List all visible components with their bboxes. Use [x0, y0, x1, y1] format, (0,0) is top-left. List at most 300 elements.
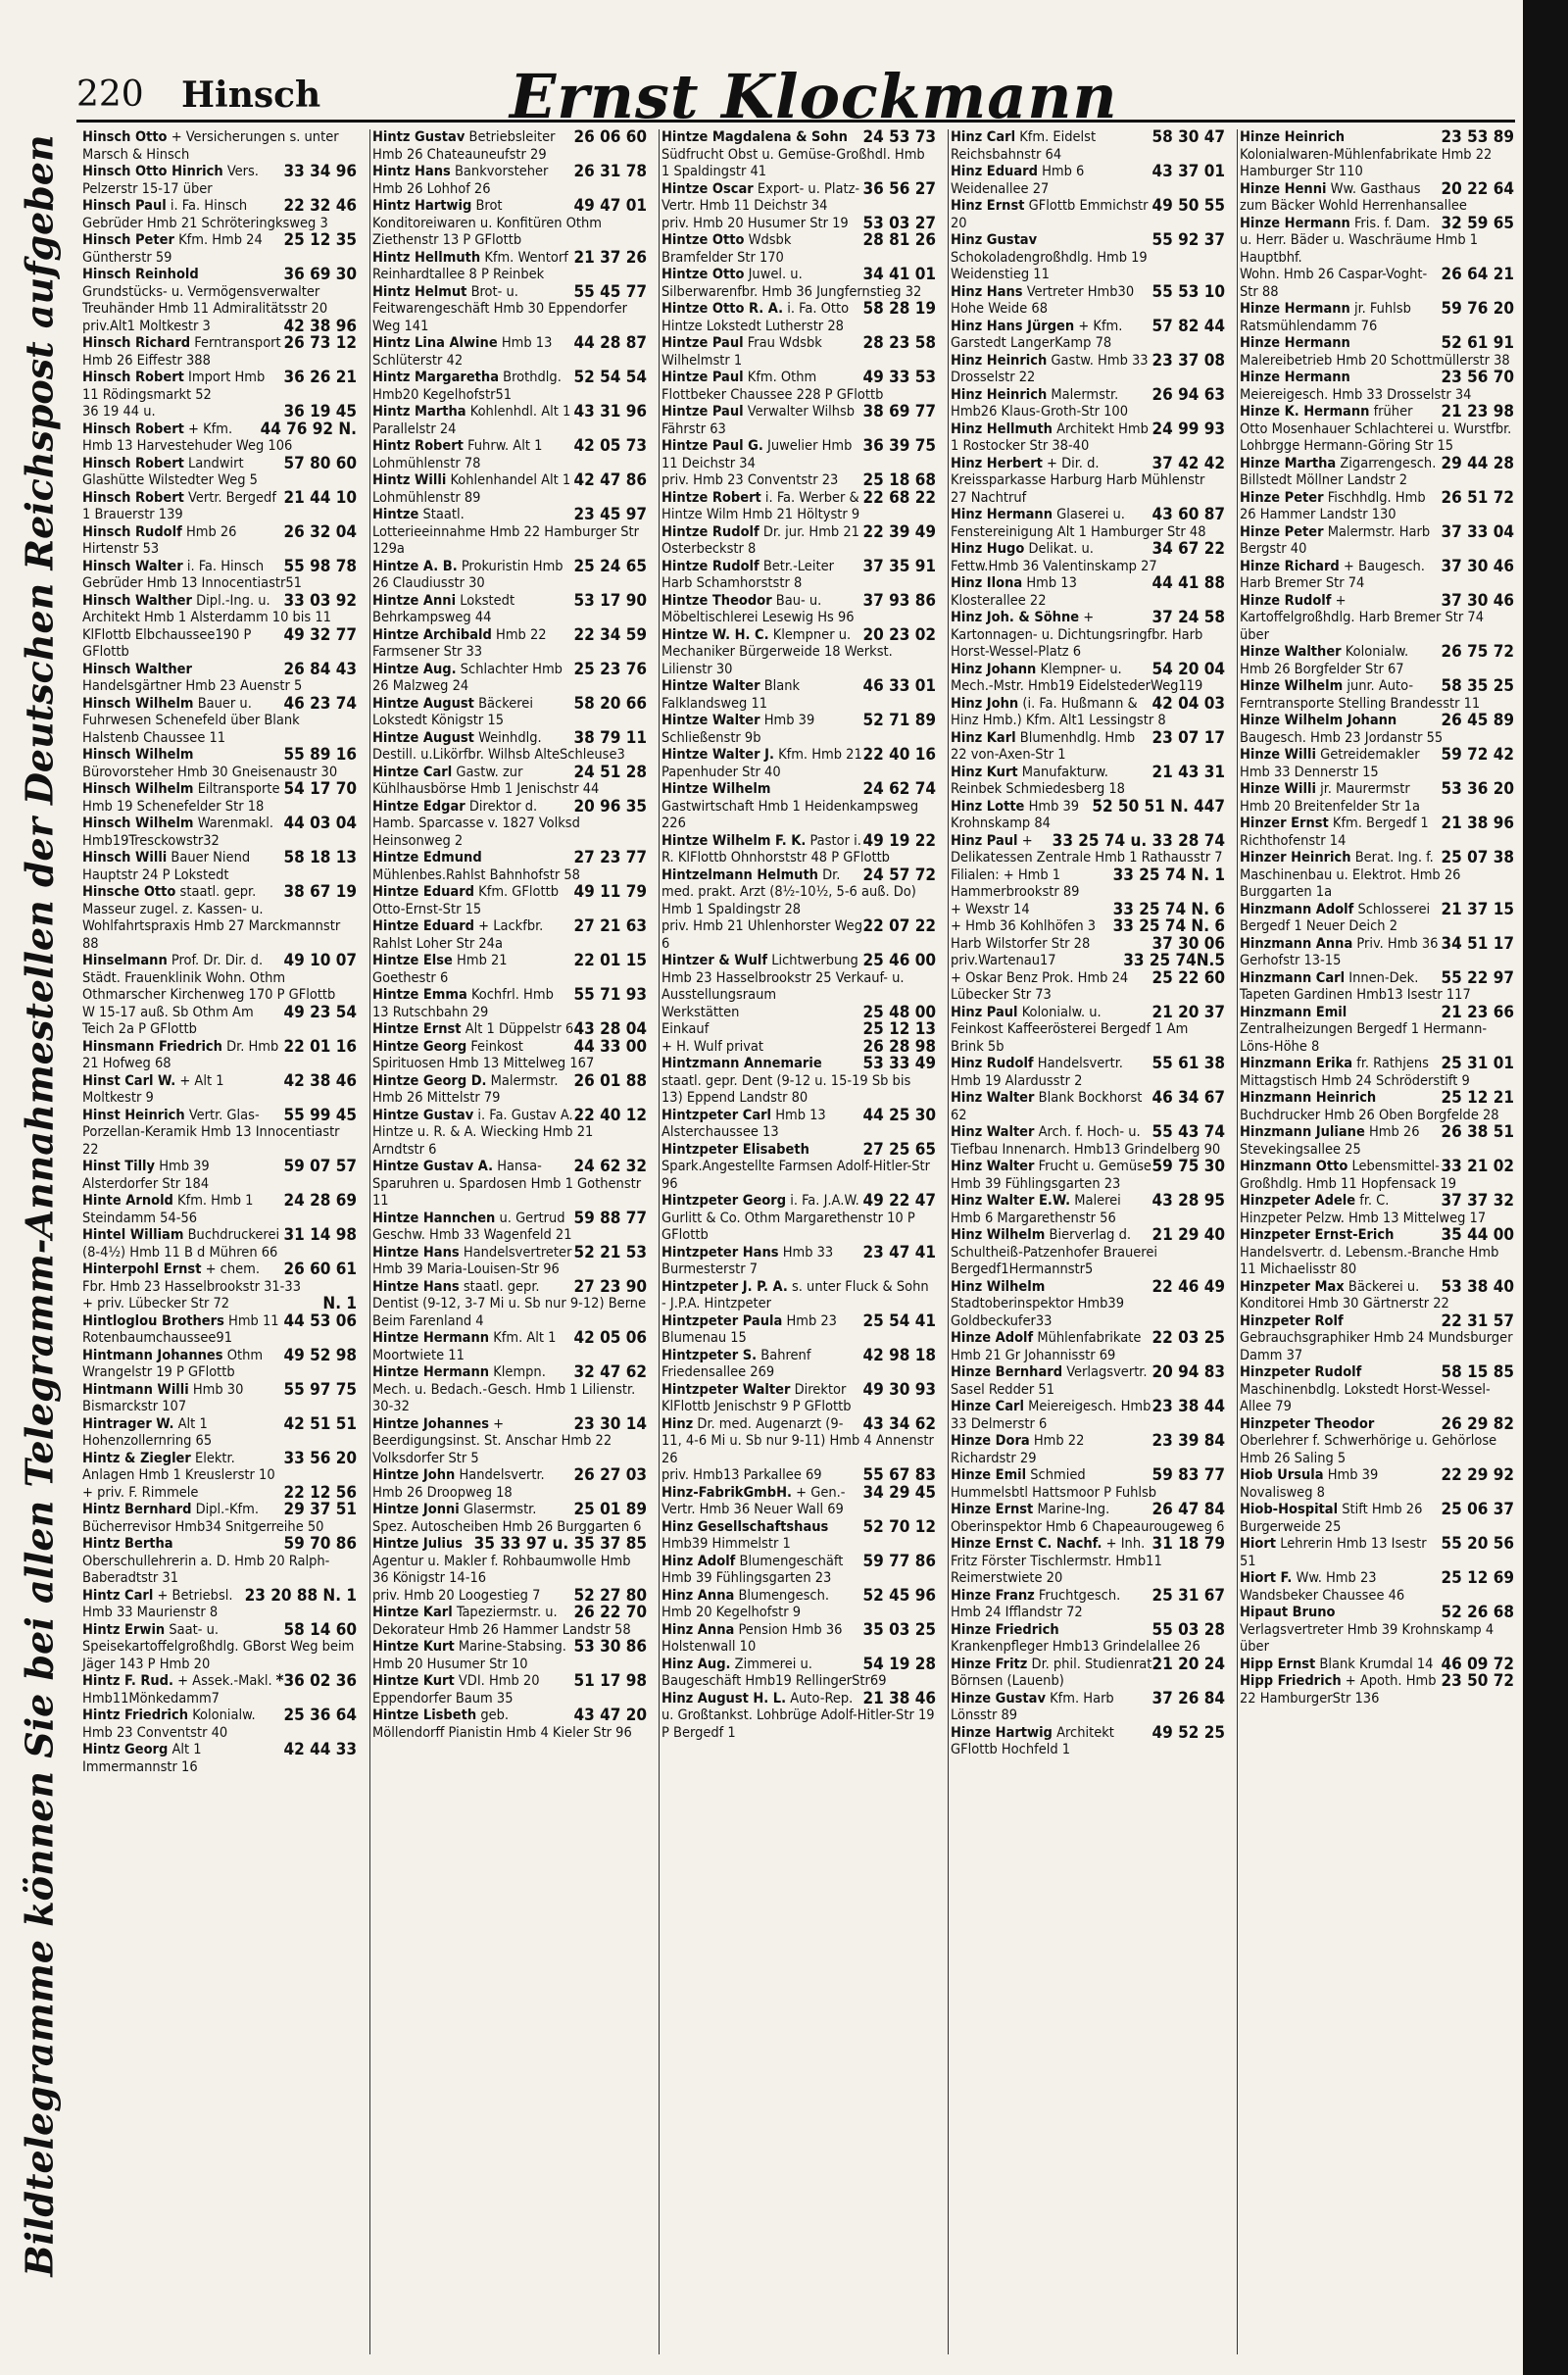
entry-name: Hintz Lina Alwine	[372, 335, 498, 351]
directory-entry	[80, 1262, 359, 1296]
entry-phone: 58 35 25	[1441, 676, 1514, 696]
entry-name: Hinzmann Adolf	[1240, 901, 1354, 917]
entry-details: junr. Auto-Ferntransporte Stelling Brandesstr 11	[1240, 678, 1481, 712]
directory-entry	[949, 867, 1227, 902]
entry-name: Hinze Heinrich	[1240, 129, 1346, 145]
entry-details: Bankvorsteher Hmb 26 Lohhof 26	[372, 164, 549, 197]
entry-details: Bauer Niend Hauptstr 24 P Lokstedt	[82, 850, 251, 883]
directory-entry	[80, 1227, 359, 1262]
directory-entry	[1238, 713, 1516, 747]
entry-details: + Lackfbr. Rahlst Loher Str 24a	[372, 918, 544, 952]
directory-entry	[370, 1208, 649, 1245]
directory-entry	[370, 1536, 649, 1588]
directory-entry	[949, 507, 1227, 541]
entry-details: Kfm. Harb Lönsstr 89	[951, 1690, 1114, 1723]
entry-name: Hinzer Heinrich	[1240, 850, 1351, 866]
entry-details: Dr. jur. Hmb 21 Osterbeckstr 8	[662, 523, 859, 557]
entry-name: Hintzpeter Walter	[662, 1381, 791, 1398]
entry-phone: 59 75 30	[1152, 1157, 1225, 1176]
directory-entry	[660, 370, 938, 404]
entry-name: Hinz Gesellschaftshaus	[662, 1518, 829, 1535]
entry-name: Hinsch Walther	[82, 661, 192, 677]
entry-phone: 58 30 47	[1152, 129, 1225, 147]
entry-details: Pastor i. R. KlFlottb Ohnhorststr 48 P GFlottb	[662, 832, 890, 866]
entry-details: Zentralheizungen Bergedf 1 Hermann-Löns-Höhe 8	[1240, 1021, 1488, 1055]
entry-phone: 20 96 35	[573, 796, 647, 816]
directory-entry	[370, 1707, 649, 1742]
entry-details: W 15-17 auß. Sb Othm Am Teich 2a P GFlottb	[82, 1004, 254, 1037]
directory-entry	[660, 830, 938, 867]
directory-entry	[80, 521, 359, 559]
directory-entry	[80, 850, 359, 884]
entry-name: Hintze Carl	[372, 764, 453, 780]
entry-name: Hintze Robert	[662, 489, 761, 506]
directory-entry	[370, 762, 649, 799]
entry-details: Hmb 39 Krohnskamp 84	[951, 798, 1080, 831]
directory-entry	[1238, 1276, 1516, 1313]
directory-entry	[660, 1105, 938, 1142]
directory-entry	[660, 953, 938, 1005]
entry-name: Hinze Wilhelm	[1240, 678, 1344, 694]
entry-details: Pension Hmb 36 Holstenwall 10	[662, 1621, 843, 1655]
entry-phone: 37 30 06	[1152, 933, 1225, 954]
directory-entry	[1238, 1536, 1516, 1570]
entry-phone: 23 07 17	[1152, 727, 1225, 748]
directory-entry	[949, 384, 1227, 421]
entry-phone: 26 27 03	[573, 1465, 647, 1485]
entry-phone: 55 89 16	[283, 745, 357, 765]
entry-details: Hmb 33 Burmesterstr 7	[662, 1244, 834, 1277]
entry-details: jr. Maurermstr Hmb 20 Breitenfelder Str 1a	[1240, 781, 1420, 815]
entry-name: Hinze Adolf	[951, 1330, 1034, 1346]
directory-entry	[1238, 781, 1516, 816]
directory-entry	[1238, 1467, 1516, 1502]
directory-entry	[1238, 1313, 1516, 1365]
directory-entry	[949, 610, 1227, 662]
entry-details: Kfm. Alt 1 Moortwiete 11	[372, 1330, 557, 1363]
entry-name: Hinze Hermann	[1240, 335, 1350, 351]
entry-phone: 37 30 46	[1441, 590, 1514, 611]
entry-details: + H. Wulf privat	[662, 1038, 764, 1055]
entry-details: Bürovorsteher Hmb 30 Gneisenaustr 30	[82, 764, 338, 780]
directory-entry	[660, 1242, 938, 1279]
directory-entry	[660, 438, 938, 472]
entry-phone: 42 44 33	[283, 1740, 357, 1759]
directory-entry	[660, 713, 938, 747]
entry-details: priv.Wartenau17	[951, 953, 1056, 968]
directory-entry	[80, 590, 359, 627]
entry-phone: 52 71 89	[862, 711, 936, 730]
entry-name: Hinsch Richard	[82, 335, 191, 351]
entry-phone: 33 25 74 N. 1	[1112, 865, 1225, 885]
entry-phone: 54 17 70	[283, 779, 357, 799]
entry-name: Hinze Franz	[951, 1587, 1035, 1604]
directory-column	[948, 129, 1227, 2354]
entry-name: Hinze Hartwig	[951, 1724, 1053, 1741]
entry-name: Hintze Archibald	[372, 626, 492, 643]
entry-phone: 55 71 93	[573, 985, 647, 1005]
entry-phone: 37 35 91	[862, 556, 936, 576]
entry-name: Hintzpeter Elisabeth	[662, 1141, 809, 1158]
entry-phone: 22 07 22	[862, 916, 936, 936]
entry-phone: 22 03 25	[1152, 1328, 1225, 1348]
directory-entry	[949, 727, 1227, 765]
entry-details: Glasermstr. Spez. Autoscheiben Hmb 26 Burggarten 6	[372, 1502, 642, 1535]
directory-entry	[660, 178, 938, 216]
entry-phone: 55 67 83	[862, 1465, 936, 1485]
entry-name: Hinze Ernst	[951, 1502, 1034, 1517]
entry-phone: 57 80 60	[283, 453, 357, 473]
entry-phone: 53 38 40	[1441, 1276, 1514, 1297]
directory-entry	[949, 1002, 1227, 1057]
entry-details: Schlosserei Bergedf 1 Neuer Deich 2	[1240, 901, 1431, 934]
entry-phone: 49 52 98	[283, 1345, 357, 1365]
directory-entry	[660, 1379, 938, 1416]
entry-details: Meiereigesch. Hmb 33 Drosselstr 34	[1240, 386, 1472, 403]
directory-entry	[80, 781, 359, 816]
entry-name: Hinz John	[951, 695, 1019, 712]
entry-details: + priv. Lübecker Str 72	[82, 1296, 230, 1311]
directory-entry	[949, 1227, 1227, 1279]
entry-name: Hinze Bernhard	[951, 1364, 1063, 1380]
directory-entry	[80, 370, 359, 404]
entry-details: Bauer u. Fuhrwesen Schenefeld über Blank Halstenb Chaussee 11	[82, 695, 300, 746]
entry-details: Architekt GFlottb Hochfeld 1	[951, 1724, 1114, 1757]
entry-phone: 25 36 64	[283, 1706, 357, 1725]
entry-name: Hintloglou Brothers	[82, 1312, 224, 1329]
entry-phone: 25 31 01	[1441, 1054, 1514, 1073]
entry-details: Innen-Dek. Tapeten Gardinen Hmb13 Isestr 117	[1240, 969, 1471, 1003]
entry-details: Südfrucht Obst u. Gemüse-Großhdl. Hmb 1 Spaldingstr 41	[662, 146, 925, 179]
directory-entry	[949, 918, 1227, 936]
entry-name: Hintze Anni	[372, 592, 457, 609]
entry-name: Hinzer Ernst	[1240, 816, 1329, 831]
entry-details: staatl. gepr. Dentist (9-12, 3-7 Mi u. Sb nur 9-12) Berne Beim Farenland 4	[372, 1278, 647, 1329]
entry-details: Buchdruckerei (8-4½) Hmb 11 B d Mühren 66	[82, 1227, 280, 1261]
entry-details: + Dir. d. Kreissparkasse Harburg Harb Mühlenstr 27 Nachtruf	[951, 455, 1205, 506]
entry-phone: 49 30 93	[862, 1379, 936, 1400]
sidebar-advert-text: Bildtelegramme können Sie bei allen Telegramm-Annahmestellen der Deutschen Reichspost aufgeben	[17, 134, 62, 2277]
entry-details: Manufakturw. Reinbek Schmiedesberg 18	[951, 764, 1125, 797]
entry-name: Hintz & Ziegler	[82, 1450, 191, 1466]
entry-name: Hinsch Wilhelm	[82, 695, 194, 712]
entry-phone: 25 07 38	[1441, 848, 1514, 867]
directory-entry	[1238, 404, 1516, 456]
entry-details: Hmb 21 Goethestr 6	[372, 953, 508, 986]
directory-entry	[1238, 1090, 1516, 1124]
entry-details: Harb Wilstorfer Str 28	[951, 935, 1091, 952]
directory-entry	[370, 164, 649, 198]
entry-name: Hintze Johannes	[372, 1415, 489, 1432]
entry-details: Blank Bockhorst 62	[951, 1090, 1143, 1123]
entry-details: + Kfm. Hmb 13 Harvestehuder Weg 106	[82, 421, 293, 454]
entry-details: Filialen: + Hmb 1 Hammerbrookstr 89	[951, 866, 1080, 900]
directory-entry	[1238, 1124, 1516, 1159]
directory-entry	[660, 624, 938, 679]
entry-name: Hintze Otto R. A.	[662, 301, 784, 317]
entry-name: Hintze Edgar	[372, 798, 466, 815]
entry-phone: 43 47 20	[573, 1706, 647, 1725]
directory-entry	[660, 1193, 938, 1245]
directory-entry	[660, 918, 938, 953]
directory-entry	[370, 247, 649, 284]
entry-name: Hintze Oscar	[662, 180, 754, 197]
entry-phone: 23 45 97	[573, 505, 647, 524]
entry-name: Hintzpeter S.	[662, 1347, 758, 1363]
entry-details: priv. Hmb13 Parkallee 69	[662, 1467, 822, 1483]
directory-entry	[80, 556, 359, 593]
entry-details: Mühlenbes.Rahlst Bahnhofstr 58	[372, 866, 580, 883]
entry-phone: 58 15 85	[1441, 1362, 1514, 1382]
entry-phone: 24 62 32	[573, 1157, 647, 1176]
entry-name: Hinze Walther	[1240, 644, 1342, 660]
directory-entry	[660, 590, 938, 627]
entry-phone: 55 97 75	[283, 1379, 357, 1400]
directory-entry	[949, 1193, 1227, 1227]
entry-details: Oberlehrer f. Schwerhörige u. Gehörlose Hmb 26 Saling 5	[1240, 1433, 1497, 1466]
entry-phone: 22 40 12	[573, 1105, 647, 1125]
directory-entry	[80, 1193, 359, 1227]
entry-details: Lebensmittel-Großhdlg. Hmb 11 Hopfensack 19	[1240, 1159, 1456, 1192]
entry-details: Blumengesch. Hmb 20 Kegelhofstr 9	[662, 1587, 829, 1620]
entry-name: Hinz Hans Jürgen	[951, 318, 1075, 334]
directory-entry	[1238, 1193, 1516, 1227]
entry-phone: 33 25 74 N. 6	[1112, 899, 1225, 919]
directory-entry	[370, 507, 649, 559]
entry-phone: 25 12 69	[1441, 1568, 1514, 1588]
entry-phone: 46 34 67	[1152, 1088, 1225, 1108]
entry-phone: 37 30 46	[1441, 556, 1514, 576]
directory-entry	[949, 1502, 1227, 1536]
directory-entry	[1238, 1413, 1516, 1468]
entry-phone: 42 38 96	[283, 316, 357, 336]
entry-details: Dipl.-Kfm. Bücherrevisor Hmb34 Snitgerreihe 50	[82, 1502, 324, 1535]
entry-name: Hinz Paul	[951, 1004, 1018, 1020]
directory-entry	[949, 198, 1227, 232]
entry-phone: 23 20 88 N. 1	[244, 1585, 357, 1606]
entry-details: Handelsvertr. Hmb 19 Alardusstr 2	[951, 1056, 1123, 1089]
directory-entry	[1238, 267, 1516, 301]
page-edge	[1523, 0, 1568, 2375]
directory-entry	[80, 232, 359, 267]
entry-phone: 25 48 00	[862, 1002, 936, 1022]
directory-entry	[1238, 1002, 1516, 1057]
entry-details: Kfm. Hmb 24 Güntherstr 59	[82, 232, 263, 266]
directory-entry	[370, 1070, 649, 1108]
entry-details: Prokuristin Hmb 26 Claudiusstr 30	[372, 558, 564, 591]
entry-details: + Apoth. Hmb 22 HamburgerStr 136	[1240, 1673, 1437, 1707]
directory-entry	[1238, 1056, 1516, 1090]
entry-details: jr. Fuhlsb Ratsmühlendamm 76	[1240, 301, 1411, 334]
entry-details: Berat. Ing. f. Maschinenbau u. Elektrot. Hmb 26 Burggarten 1a	[1240, 850, 1461, 900]
entry-phone: 24 51 28	[573, 762, 647, 782]
entry-name: Hinze Peter	[1240, 523, 1324, 540]
directory-entry	[949, 762, 1227, 799]
directory-entry	[660, 1516, 938, 1554]
entry-name: Hinzpeter Rolf	[1240, 1312, 1344, 1329]
entry-details: Kolonialw. Hmb 23 Conventstr 40	[82, 1707, 256, 1741]
entry-name: Hintze Rudolf	[662, 558, 760, 574]
entry-details: + Betriebsl. Hmb 33 Maurienstr 8	[82, 1587, 233, 1620]
directory-entry	[370, 693, 649, 730]
entry-name: Hintmann Johannes	[82, 1347, 223, 1363]
entry-phone: 20 22 64	[1441, 178, 1514, 199]
entry-name: Hintze Aug.	[372, 661, 457, 677]
directory-entry	[370, 727, 649, 765]
entry-details: priv. Hmb 23 Conventstr 23	[662, 472, 839, 488]
entry-phone: 24 28 69	[283, 1191, 357, 1211]
entry-phone: 44 33 00	[573, 1036, 647, 1057]
entry-phone: 59 76 20	[1441, 299, 1514, 319]
entry-name: Hinzmann Carl	[1240, 969, 1346, 986]
entry-details: + Versicherungen s. unter Marsch & Hinsch	[82, 129, 339, 163]
entry-phone: 44 53 06	[283, 1311, 357, 1331]
entry-name: Hintze A. B.	[372, 558, 458, 574]
directory-entry	[370, 281, 649, 336]
entry-name: Hinst Heinrich	[82, 1107, 185, 1123]
entry-details: Kfm. Othm Flottbeker Chaussee 228 P GFlottb	[662, 370, 884, 403]
entry-phone: 23 30 14	[573, 1413, 647, 1434]
entry-name: Hinz Aug.	[662, 1656, 731, 1672]
entry-name: Hiob-Hospital	[1240, 1502, 1339, 1517]
entry-details: Kfm. Hmb 1 Steindamm 54-56	[82, 1193, 254, 1226]
entry-details: fr. Rathjens Mittagstisch Hmb 24 Schröderstift 9	[1240, 1056, 1470, 1089]
entry-phone: 26 45 89	[1441, 711, 1514, 730]
entry-details: Fuhrw. Alt 1 Lohmühlenstr 78	[372, 438, 543, 471]
entry-phone: 26 84 43	[283, 659, 357, 679]
entry-details: Hmb 6 Weidenallee 27	[951, 164, 1085, 197]
entry-phone: 36 26 21	[283, 368, 357, 387]
entry-phone: 33 03 92	[283, 590, 357, 611]
directory-entry	[370, 370, 649, 404]
entry-name: Hintze Paul	[662, 335, 744, 351]
entry-name: Hinz Karl	[951, 729, 1016, 746]
entry-details: + Beerdigungsinst. St. Anschar Hmb 22 Volksdorfer Str 5	[372, 1415, 612, 1466]
entry-phone: 54 19 28	[862, 1654, 936, 1674]
directory-entry	[949, 967, 1227, 1005]
entry-name: Hintze Hannchen	[372, 1210, 496, 1226]
entry-phone: 49 23 54	[283, 1002, 357, 1022]
entry-name: Hinze Hermann	[1240, 301, 1350, 317]
entry-phone: 26 73 12	[283, 333, 357, 353]
entry-details: Architekt Hmb 1 Rostocker Str 38-40	[951, 421, 1149, 454]
entry-details: s. unter Fluck & Sohn - J.P.A. Hintzpeter	[662, 1278, 929, 1311]
entry-phone: 27 21 63	[573, 916, 647, 936]
sidebar-advert	[0, 127, 78, 2284]
entry-details: Malermstr. Hmb26 Klaus-Groth-Str 100	[951, 386, 1129, 420]
entry-name: Hintz Gustav	[372, 129, 466, 145]
directory-entry	[80, 1345, 359, 1382]
entry-details: Schokoladengroßhdlg. Hmb 19 Weidenstieg 11	[951, 249, 1148, 282]
entry-phone: 59 70 86	[283, 1534, 357, 1554]
entry-phone: 57 82 44	[1152, 316, 1225, 336]
entry-details: Direktor d. Hamb. Sparcasse v. 1827 Volksd Heinsonweg 2	[372, 798, 580, 849]
directory-entry	[1238, 1673, 1516, 1707]
entry-details: Handelsvertreter Hmb 39 Maria-Louisen-Str 96	[372, 1244, 572, 1277]
directory-entry	[660, 1654, 938, 1691]
directory-entry	[660, 1619, 938, 1657]
directory-entry	[1238, 487, 1516, 524]
entry-name: Hinzmann Erika	[1240, 1056, 1353, 1071]
entry-details: Zigarrengesch. Billstedt Möllner Landstr 2	[1240, 455, 1437, 488]
directory-entry	[660, 1551, 938, 1588]
entry-details: Krankenpfleger Hmb13 Grindelallee 26	[951, 1639, 1200, 1655]
entry-name: Hinzmann Otto	[1240, 1159, 1348, 1174]
directory-entry	[370, 1639, 649, 1673]
entry-details: Warenmakl. Hmb19Tresckowstr32	[82, 816, 274, 849]
entry-details: Kohlenhandel Alt 1 Lohmühlenstr 89	[372, 472, 571, 506]
entry-phone: 23 47 41	[862, 1242, 936, 1262]
entry-name: Hintz Willi	[372, 472, 447, 488]
entry-details: Getreidemakler Hmb 33 Dennerstr 15	[1240, 747, 1420, 780]
entry-phone: 21 20 24	[1152, 1654, 1225, 1674]
entry-name: Hintz Hans	[372, 164, 451, 179]
entry-details: Glaserei u. Fenstereinigung Alt 1 Hamburger Str 48	[951, 507, 1206, 540]
entry-phone: 32 59 65	[1441, 213, 1514, 233]
entry-phone: 26 28 98	[862, 1036, 936, 1057]
entry-details: Stadtoberinspektor Hmb39 Goldbeckufer33	[951, 1296, 1124, 1329]
entry-details: + Delikatessen Zentrale Hmb 1 Rathausstr 7	[951, 832, 1223, 866]
entry-name: Hintze Julius	[372, 1536, 464, 1552]
entry-name: Hinte Arnold	[82, 1193, 173, 1209]
entry-name: Hinze Willi	[1240, 781, 1316, 797]
directory-entry	[80, 1619, 359, 1674]
entry-details: Verlagsvertr. Sasel Redder 51	[951, 1364, 1148, 1398]
directory-entry	[949, 1364, 1227, 1399]
directory-entry	[80, 624, 359, 662]
entry-name: Hinze Fritz	[951, 1656, 1028, 1672]
entry-name: Hinze K. Hermann	[1240, 404, 1370, 420]
directory-entry	[80, 1159, 359, 1193]
entry-details: Kfm. Eidelst Reichsbahnstr 64	[951, 129, 1097, 163]
entry-name: Hintze Eduard	[372, 918, 475, 934]
entry-phone: 24 99 93	[1152, 419, 1225, 439]
entry-details: priv. Hmb 21 Uhlenhorster Weg 6	[662, 918, 862, 952]
directory-entry	[80, 1707, 359, 1742]
entry-name: Hintzpeter Paula	[662, 1312, 783, 1329]
directory-column	[80, 129, 359, 2354]
entry-name: Hintze Georg D.	[372, 1072, 487, 1089]
entry-details: Bau- u. Möbeltischlerei Lesewig Hs 96	[662, 592, 855, 625]
entry-phone: 58 28 19	[862, 299, 936, 319]
entry-details: Juwelier Hmb 11 Deichstr 34	[662, 438, 853, 471]
directory-entry	[660, 1313, 938, 1348]
entry-name: Hintze Georg	[372, 1038, 467, 1055]
entry-phone: 49 22 47	[862, 1191, 936, 1211]
entry-details: Kfm. Bergedf 1 Richthofenstr 14	[1240, 816, 1429, 849]
entry-details: GFlottb Emmichstr 20	[951, 198, 1149, 231]
directory-entry	[1238, 644, 1516, 678]
directory-entry	[1238, 1159, 1516, 1193]
directory-entry	[660, 1139, 938, 1194]
entry-phone: 27 23 77	[573, 848, 647, 867]
entry-name: Hintze W. H. C.	[662, 626, 769, 643]
entry-name: Hintze Wilhelm	[662, 781, 771, 797]
directory-entry	[80, 884, 359, 953]
entry-phone: 22 31 57	[1441, 1311, 1514, 1331]
entry-name: Hintel William	[82, 1227, 184, 1243]
entry-phone: 34 67 22	[1152, 539, 1225, 559]
entry-name: Hinze Carl	[951, 1399, 1024, 1414]
entry-phone: 25 54 41	[862, 1311, 936, 1331]
directory-entry	[370, 198, 649, 250]
entry-phone: 54 20 04	[1152, 659, 1225, 679]
entry-name: Hinz Anna	[662, 1587, 735, 1604]
entry-phone: 26 47 84	[1152, 1500, 1225, 1519]
entry-details: Malermstr. Harb Bergstr 40	[1240, 523, 1431, 557]
directory-entry	[660, 747, 938, 781]
entry-details: Spark.Angestellte Farmsen Adolf-Hitler-Str 96	[662, 1159, 930, 1192]
